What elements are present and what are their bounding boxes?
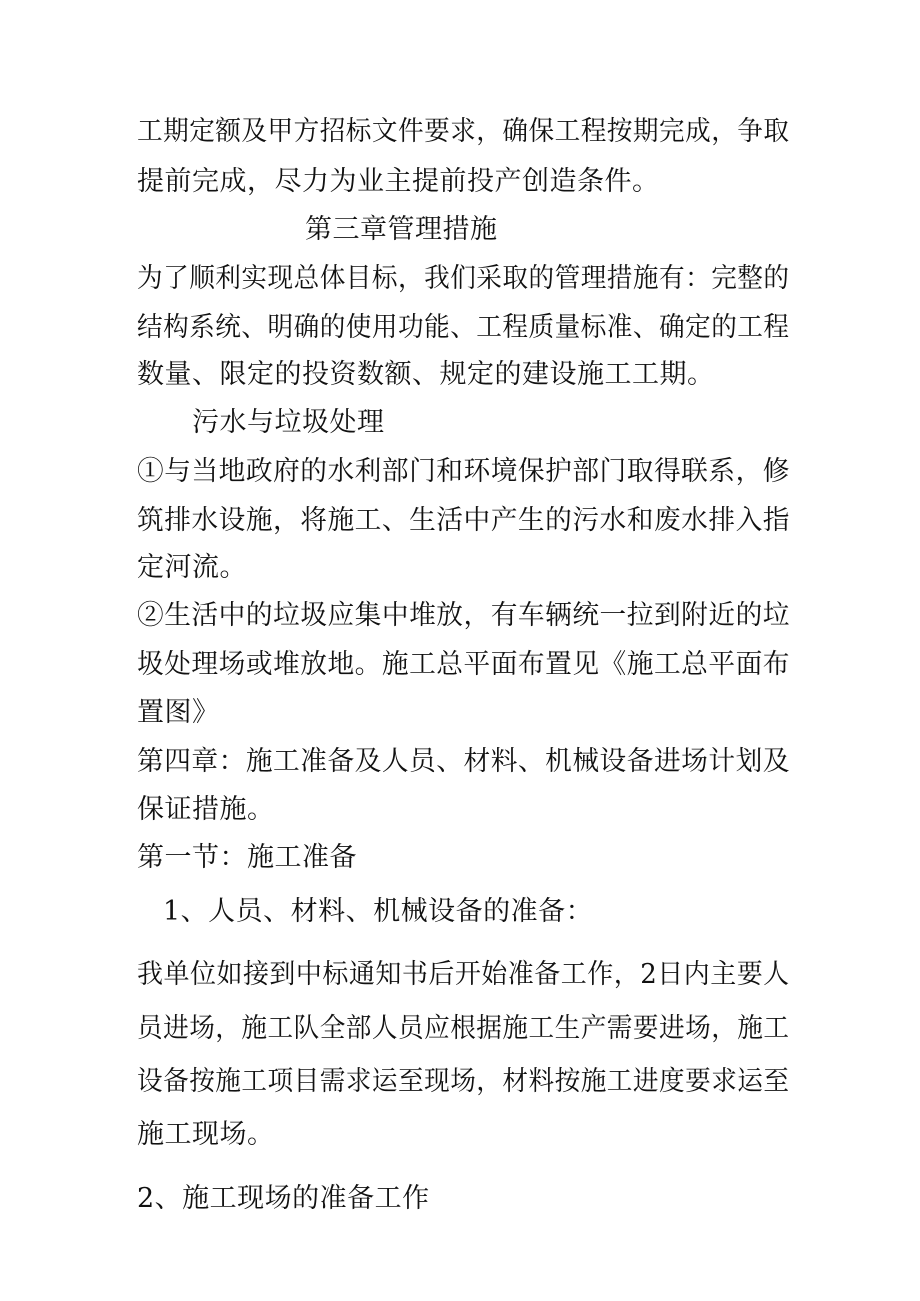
- paragraph-line: ②生活中的垃圾应集中堆放，有车辆统一拉到附近的垃: [137, 600, 791, 631]
- paragraph-line: 结构系统、明确的使用功能、工程质量标准、确定的工程: [137, 312, 790, 343]
- paragraph-line: 工期定额及甲方招标文件要求，确保工程按期完成，争取: [137, 116, 790, 147]
- paragraph-line: 圾处理场或堆放地。施工总平面布置见《施工总平面布: [137, 649, 791, 680]
- paragraph-line: 保证措施。: [137, 794, 275, 825]
- section-heading: 第一节：施工准备: [137, 842, 357, 873]
- chapter-heading: 第四章：施工准备及人员、材料、机械设备进场计划及: [137, 746, 791, 777]
- paragraph-line: 数量、限定的投资数额、规定的建设施工工期。: [137, 359, 715, 390]
- section-heading: 污水与垃圾处理: [192, 407, 385, 438]
- paragraph-line: 为了顺利实现总体目标，我们采取的管理措施有：完整的: [137, 263, 790, 294]
- paragraph-line: 员进场，施工队全部人员应根据施工生产需要进场，施工: [137, 1013, 790, 1044]
- paragraph-line: 置图》: [137, 697, 220, 728]
- paragraph-line: 筑排水设施，将施工、生活中产生的污水和废水排入指: [137, 505, 791, 536]
- chapter-heading: 第三章管理措施: [305, 214, 498, 245]
- subsection-heading: 1、人员、材料、机械设备的准备：: [163, 896, 594, 927]
- paragraph-line: 施工现场。: [137, 1119, 275, 1150]
- paragraph-line: ①与当地政府的水利部门和环境保护部门取得联系，修: [137, 456, 791, 487]
- paragraph-line: 提前完成，尽力为业主提前投产创造条件。: [137, 166, 660, 197]
- paragraph-line: 设备按施工项目需求运至现场，材料按施工进度要求运至: [137, 1066, 790, 1097]
- paragraph-line: 定河流。: [137, 552, 247, 583]
- subsection-heading: 2、施工现场的准备工作: [137, 1183, 430, 1214]
- paragraph-line: 我单位如接到中标通知书后开始准备工作，2日内主要人: [137, 959, 790, 990]
